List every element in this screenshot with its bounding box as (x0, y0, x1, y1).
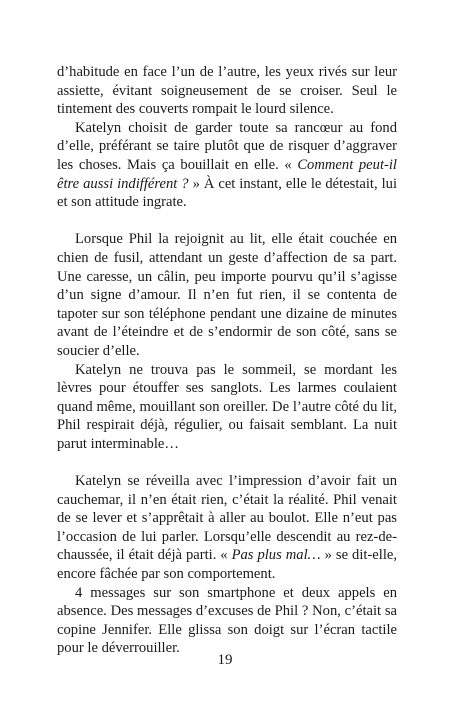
paragraph-5-text-b: » se dit-elle, encore fâchée par son comportement. (57, 547, 397, 583)
paragraph-6-text: 4 messages sur son smartphone et deux appels en absence. Des messages d’excuses de Phil ? Non, c’était sa copine Jennifer. Elle glissa son doigt sur l’écran tactile pour le déverrouiller. (57, 584, 397, 657)
paragraph-2-text-a: Katelyn choisit de garder toute sa rancœur au fond d’elle, préférant se taire plutôt que de risquer d’aggraver les choses. Mais ça bouillait en elle. « (57, 119, 397, 173)
paragraph-3-text: Lorsque Phil la rejoignit au lit, elle était couchée en chien de fusil, attendant un geste d’affection de sa part. Une caresse, un câlin, peu importe pourvu qu’il s’agisse d’un signe d’amour. Il n’en fut rien, il se contenta de tapoter sur son téléphone pendant une dizaine de minutes avant de l’éteindre et de s’endormir de son côté, sans se soucier d’elle. (57, 231, 397, 359)
paragraph-5-quote: Pas plus mal… (231, 547, 321, 564)
paragraph-2 (57, 119, 397, 212)
page-body (57, 63, 397, 658)
paragraph-4-text: Katelyn ne trouva pas le sommeil, se mordant les lèvres pour étouffer ses sanglots. Les larmes coulaient quand même, mouillant son oreiller. De l’autre côté du lit, Phil respirait déjà, régulier, ou faisait semblant. La nuit parut interminable… (57, 361, 397, 452)
paragraph-2-text-b: » À cet instant, elle le détestait, lui et son attitude ingrate. (57, 175, 398, 211)
paragraph-4 (57, 361, 397, 454)
page-number: 19 (217, 652, 233, 668)
paragraph-6 (57, 584, 397, 658)
paragraph-1 (57, 63, 397, 119)
paragraph-2-quote: Comment peut-il être aussi indifférent ? (57, 156, 397, 192)
paragraph-1-text: d’habitude en face l’un de l’autre, les yeux rivés sur leur assiette, évitant soigneusement de se croiser. Seul le tintement des couverts rompait le lourd silence. (57, 64, 397, 118)
paragraph-5-text-a: Katelyn se réveilla avec l’impression d’avoir fait un cauchemar, il n’en était rien, c’était la réalité. Phil venait de se lever et s’apprêtait à aller au boulot. Elle n’eut pas l’occasion de lui parler. Lorsqu’elle descendit au rez-de-chaussée, il était déjà parti. « (57, 473, 397, 564)
paragraph-5 (57, 472, 397, 584)
paragraph-3 (57, 230, 397, 360)
